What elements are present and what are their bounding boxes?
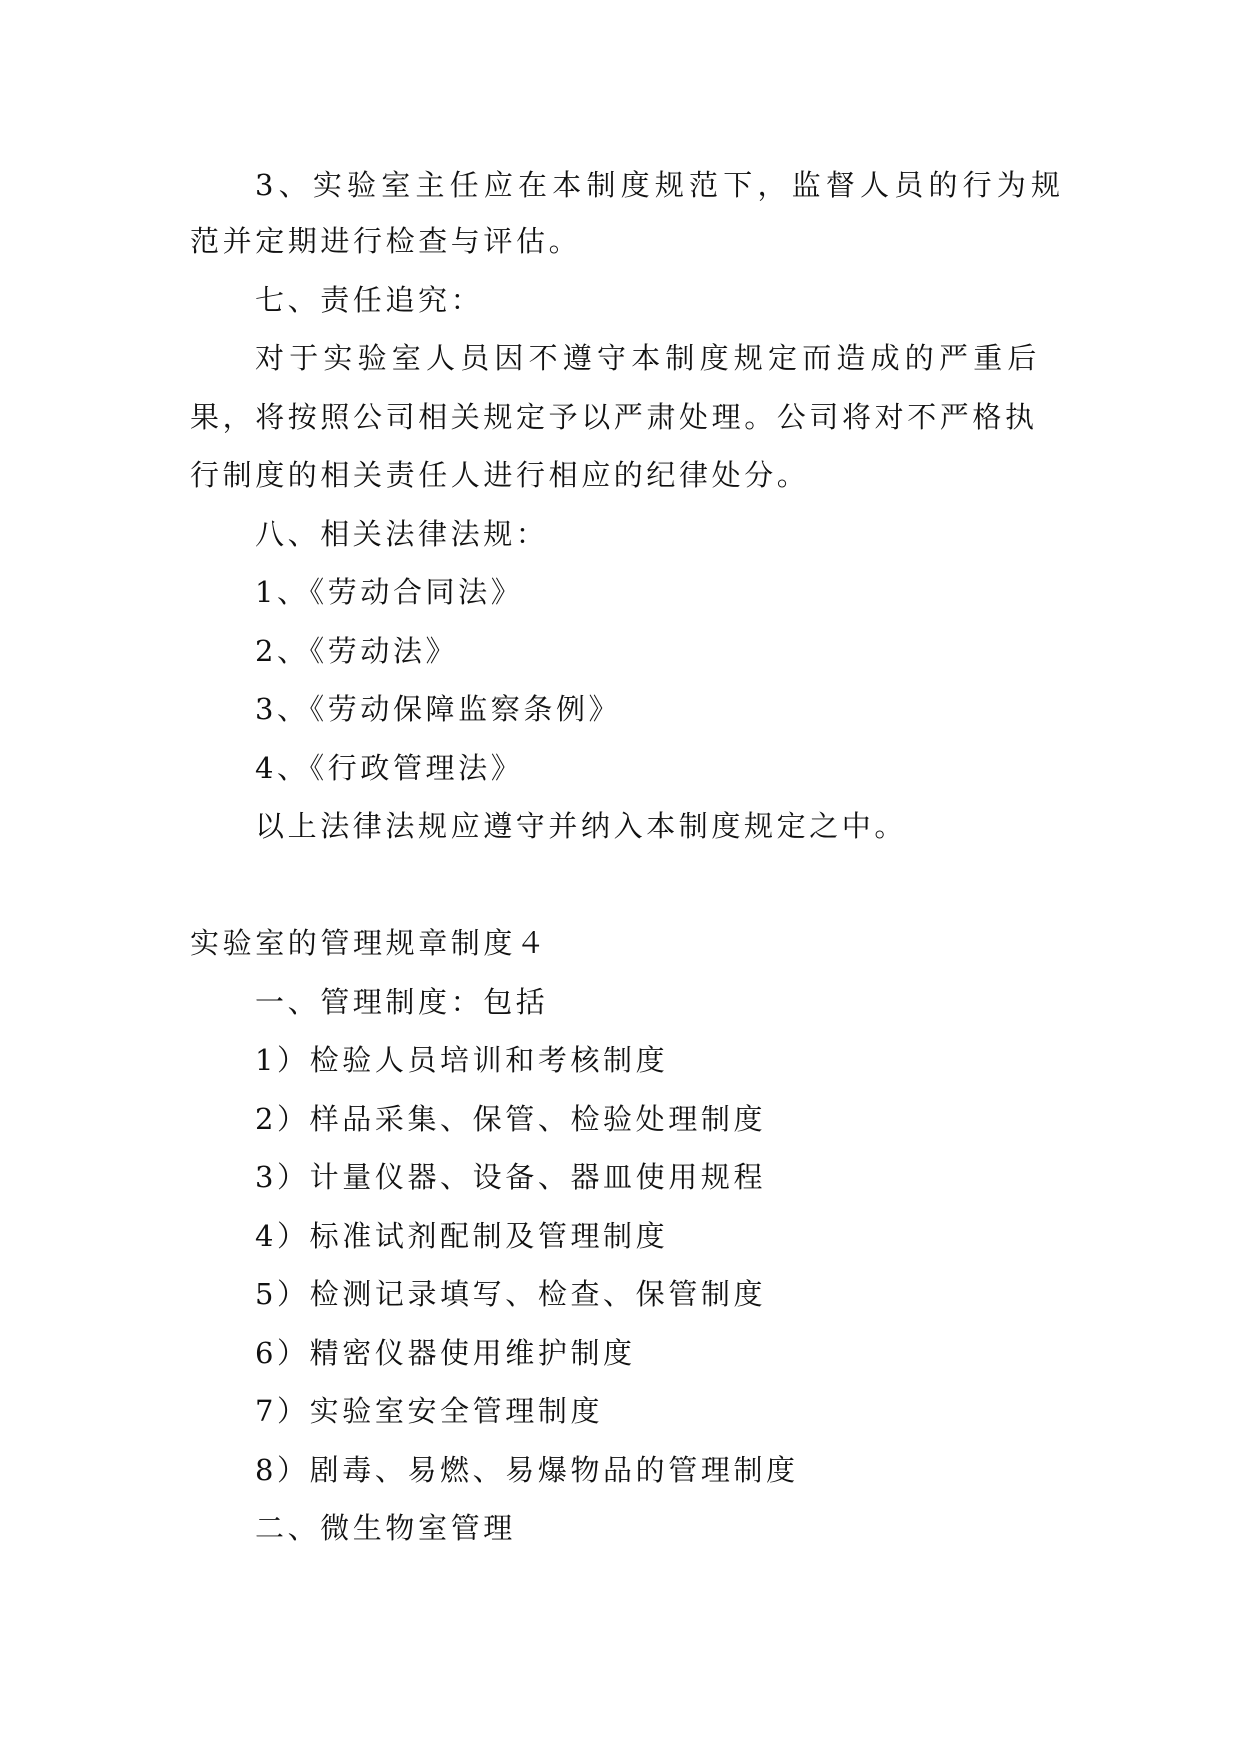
- item3-line1: 3、实验室主任应在本制度规范下，监督人员的行为规: [255, 168, 1066, 202]
- system-item: 4）标准试剂配制及管理制度: [255, 1219, 669, 1253]
- law-item: 3、《劳动保障监察条例》: [255, 692, 622, 726]
- heading-microbiology-room: 二、微生物室管理: [255, 1511, 516, 1545]
- item3-line2: 范并定期进行检查与评估。: [190, 224, 582, 258]
- system-item: 1）检验人员培训和考核制度: [255, 1043, 669, 1077]
- responsibility-para-line1: 对于实验室人员因不遵守本制度规定而造成的严重后: [255, 341, 1042, 375]
- system-item: 5）检测记录填写、检查、保管制度: [255, 1277, 767, 1311]
- law-item: 1、《劳动合同法》: [255, 575, 524, 609]
- responsibility-para-line3: 行制度的相关责任人进行相应的纪律处分。: [190, 458, 810, 492]
- laws-closing: 以上法律法规应遵守并纳入本制度规定之中。: [255, 809, 908, 843]
- heading-management-system: 一、管理制度：包括: [255, 985, 549, 1019]
- law-item: 2、《劳动法》: [255, 634, 459, 668]
- responsibility-para-line2: 果，将按照公司相关规定予以严肃处理。公司将对不严格执: [190, 400, 1038, 434]
- heading-laws: 八、相关法律法规：: [255, 517, 549, 551]
- section-title: 实验室的管理规章制度４: [190, 926, 549, 960]
- system-item: 8）剧毒、易燃、易爆物品的管理制度: [255, 1453, 799, 1487]
- law-item: 4、《行政管理法》: [255, 751, 524, 785]
- system-item: 7）实验室安全管理制度: [255, 1394, 604, 1428]
- system-item: 3）计量仪器、设备、器皿使用规程: [255, 1160, 767, 1194]
- system-item: 6）精密仪器使用维护制度: [255, 1336, 636, 1370]
- heading-responsibility: 七、责任追究：: [255, 283, 484, 317]
- system-item: 2）样品采集、保管、检验处理制度: [255, 1102, 767, 1136]
